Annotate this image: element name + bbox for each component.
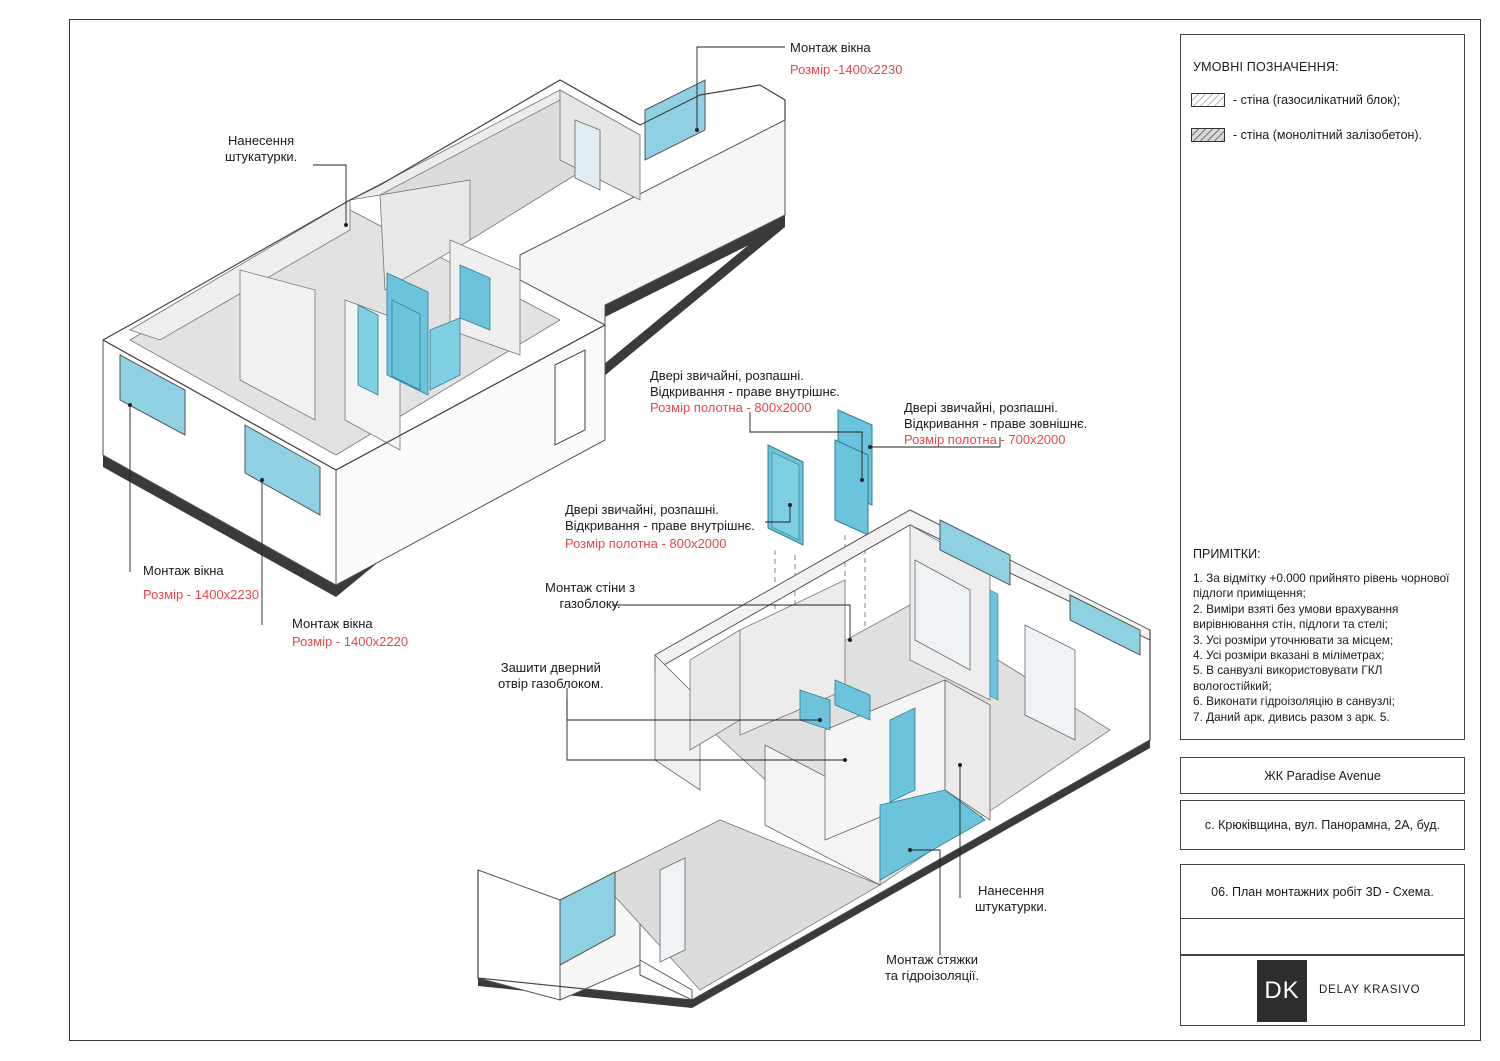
sheet-title-box <box>1180 864 1465 919</box>
project-name: ЖК Paradise Avenue <box>1264 768 1381 783</box>
annotation-title: Монтаж вікна <box>790 40 871 55</box>
note-item: 4. Усі розміри вказані в міліметрах; <box>1193 648 1385 663</box>
annotation-size: Розмір - 1400x2230 <box>143 587 260 602</box>
annotation-title: Двері звичайні, розпашні. Відкривання - праве зовнішнє. <box>904 400 1088 431</box>
legend-title: УМОВНІ ПОЗНАЧЕННЯ: <box>1193 60 1339 74</box>
legend-item-label: - стіна (газосилікатний блок); <box>1233 93 1401 107</box>
notes-title: ПРИМІТКИ: <box>1193 547 1261 561</box>
annotation-size: Розмір -1400x2230 <box>790 62 903 77</box>
annotation-door-3 <box>565 502 755 552</box>
hatch-swatch-dark <box>1191 128 1225 142</box>
annotation-title: Монтаж вікна <box>292 616 373 631</box>
note-item: 2. Виміри взяті без умови врахування вирівнювання стін, підлоги та стелі; <box>1193 601 1399 632</box>
annotation-size: Розмір полотна - 800x2000 <box>650 400 812 415</box>
annotation-window-top <box>790 40 902 78</box>
annotation-door-2 <box>904 400 1087 448</box>
sheet-title: 06. План монтажних робіт 3D - Схема. <box>1211 884 1434 899</box>
annotation-title: Двері звичайні, розпашні. Відкривання - праве внутрішнє. <box>650 368 840 399</box>
annotation-gasblock-wall: Монтаж стіни з газоблоку. <box>545 580 636 611</box>
annotation-title: Двері звичайні, розпашні. Відкривання - праве внутрішнє. <box>565 502 755 533</box>
annotation-screed: Монтаж стяжки та гідроізоляції. <box>885 952 980 983</box>
project-address: с. Крюківщина, вул. Панорамна, 2А, буд. <box>1204 818 1441 832</box>
annotation-plaster-bottom: Нанесення штукатурки. <box>975 883 1048 914</box>
annotation-window-bottom <box>292 616 408 650</box>
annotation-window-left <box>143 563 259 603</box>
address-box <box>1180 800 1465 850</box>
annotation-plaster-top: Нанесення штукатурки. <box>225 133 298 164</box>
annotation-title: Монтаж вікна <box>143 563 224 578</box>
logo-text: DELAY KRASIVO <box>1319 984 1421 996</box>
annotation-size: Розмір полотна - 800x2000 <box>565 536 727 551</box>
note-item: 6. Виконати гідроізоляцію в санвузлі; <box>1193 694 1395 709</box>
note-item: 7. Даний арк. дивись разом з арк. 5. <box>1193 709 1390 724</box>
note-item: 5. В санвузлі використовувати ГКЛ вологостійкий; <box>1193 663 1383 693</box>
legend-notes-panel <box>1180 34 1465 740</box>
annotation-size: Розмір полотна - 700x2000 <box>904 432 1066 447</box>
blank-box <box>1180 919 1465 955</box>
legend-item-concrete <box>1191 128 1422 142</box>
note-item: 1. За відмітку +0.000 прийнято рівень чорнової підлоги приміщення; <box>1193 571 1450 601</box>
legend-item-label: - стіна (монолітний залізобетон). <box>1233 128 1423 142</box>
project-name-box <box>1180 757 1465 794</box>
annotation-door-opening: Зашити дверний отвір газоблоком. <box>498 660 604 691</box>
logo-box <box>1180 955 1465 1026</box>
legend-item-gas-silicate <box>1191 93 1400 107</box>
logo-mark: DK <box>1257 960 1307 1022</box>
annotation-size: Розмір - 1400x2220 <box>292 634 409 649</box>
notes-list <box>1193 571 1453 725</box>
annotation-door-1 <box>650 368 840 416</box>
hatch-swatch-light <box>1191 93 1225 107</box>
note-item: 3. Усі розміри уточнювати за місцем; <box>1193 632 1394 647</box>
